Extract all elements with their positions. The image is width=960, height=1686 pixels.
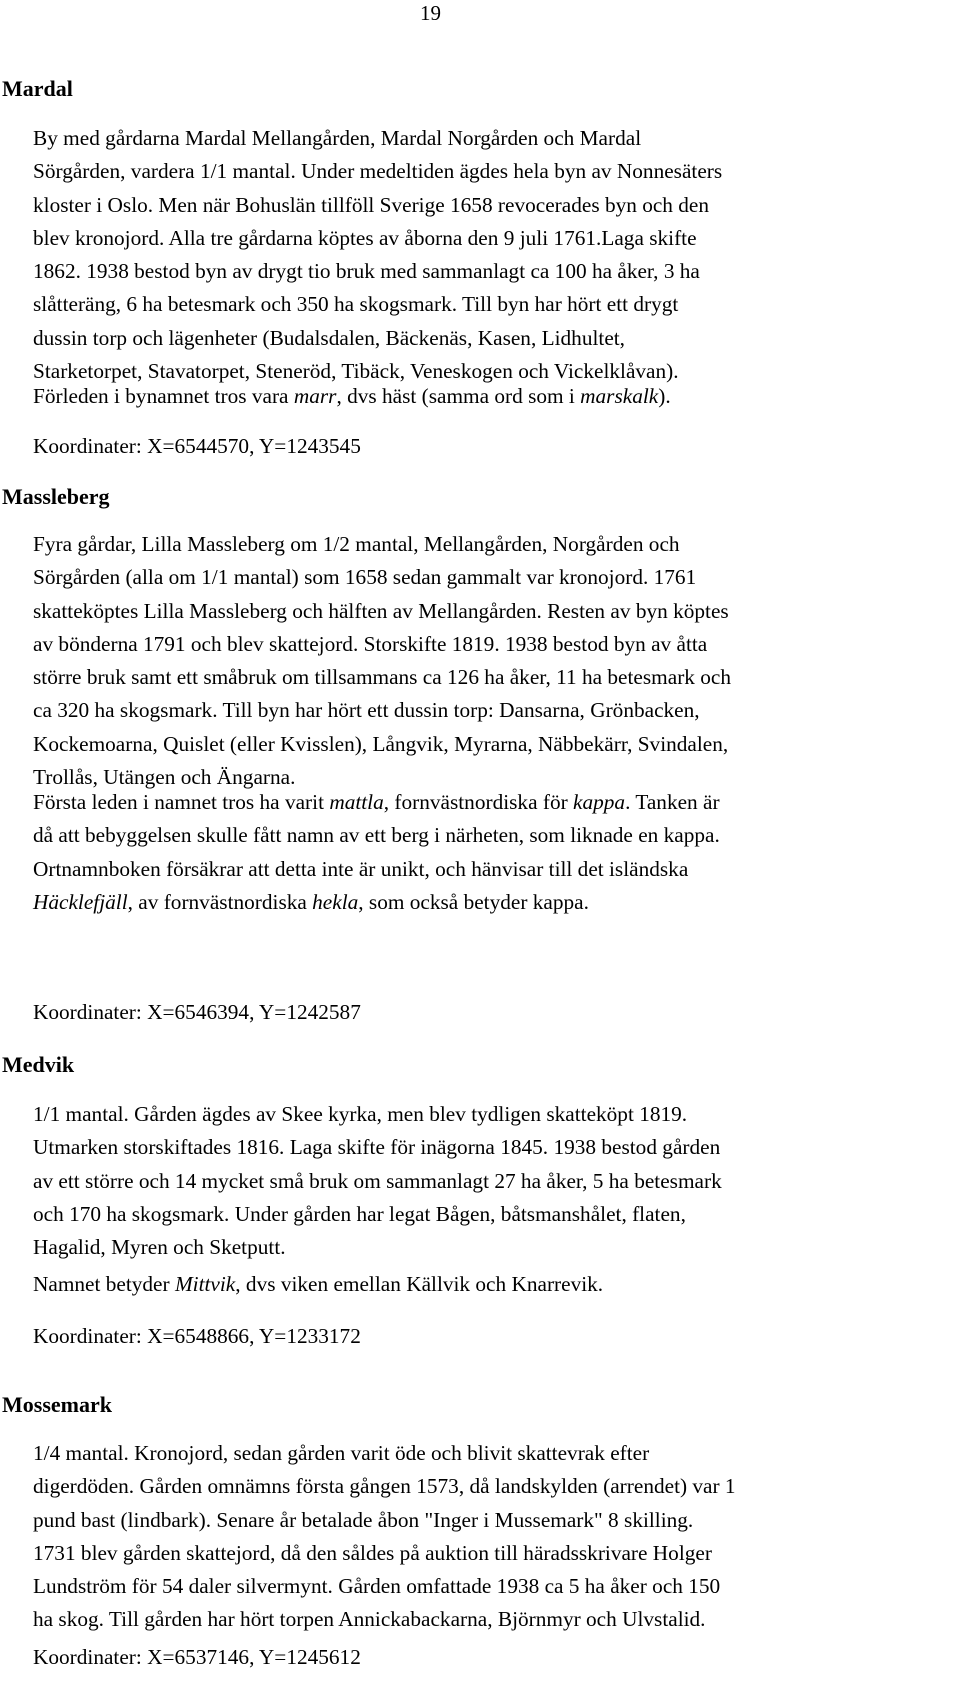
mardal-coordinates: Koordinater: X=6544570, Y=1243545 — [33, 434, 361, 458]
term-hekla: hekla — [312, 889, 359, 914]
text-line: ca 320 ha skogsmark. Till byn har hört ett dussin torp: Dansarna, Grönbacken, — [33, 698, 700, 723]
text-line: Fyra gårdar, Lilla Massleberg om 1/2 mantal, Mellangården, Norgården och — [33, 532, 680, 556]
mardal-description — [33, 122, 958, 388]
medvik-etymology — [33, 1268, 958, 1301]
text-line: blev kronojord. Alla tre gårdarna köptes av åborna den 9 juli 1761.Laga skifte — [33, 225, 697, 250]
text-line: Starketorpet, Stavatorpet, Steneröd, Tibäck, Veneskogen och Vickelklåvan). — [33, 359, 679, 384]
text-line: kloster i Oslo. Men när Bohuslän tillföll Sverige 1658 revocerades byn och den — [33, 192, 710, 217]
text-line: dussin torp och lägenheter (Budalsdalen, Bäckenäs, Kasen, Lidhultet, — [33, 325, 626, 350]
text-line: Sörgården (alla om 1/1 mantal) som 1658 sedan gammalt var kronojord. 1761 — [33, 565, 697, 590]
massleberg-description — [33, 528, 958, 794]
text-line: 1862. 1938 bestod byn av drygt tio bruk med sammanlagt ca 100 ha åker, 3 ha — [33, 259, 700, 284]
medvik-coordinates: Koordinater: X=6548866, Y=1233172 — [33, 1324, 361, 1348]
text-line: av bönderna 1791 och blev skattejord. Storskifte 1819. 1938 bestod byn av åtta — [33, 631, 708, 656]
text-run: , dvs häst (samma ord som i — [336, 384, 581, 408]
text-run: , som också betyder kappa. — [358, 889, 589, 914]
text-line: ha skog. Till gården har hört torpen Annickabackarna, Björnmyr och Ulvstalid. — [33, 1607, 706, 1632]
term-mittvik: Mittvik — [174, 1272, 236, 1296]
text-run: , fornvästnordiska för — [383, 790, 574, 814]
text-line: By med gårdarna Mardal Mellangården, Mardal Norgården och Mardal — [33, 126, 642, 150]
mardal-etymology — [33, 380, 958, 413]
term-hacklefjall: Häcklefjäll — [33, 889, 128, 914]
text-line — [33, 1268, 958, 1301]
text-line: Sörgården, vardera 1/1 mantal. Under medeltiden ägdes hela byn av Nonnesäters — [33, 159, 723, 184]
massleberg-coordinates: Koordinater: X=6546394, Y=1242587 — [33, 1000, 361, 1024]
medvik-description — [33, 1098, 958, 1264]
section-title-mardal: Mardal — [2, 76, 73, 101]
text-run: , dvs viken emellan Källvik och Knarrevik. — [235, 1272, 604, 1296]
text-line: Trollås, Utängen och Ängarna. — [33, 765, 296, 790]
text-line: Lundström för 54 daler silvermynt. Gården omfattade 1938 ca 5 ha åker och 150 — [33, 1574, 721, 1599]
text-run: Namnet betyder — [33, 1272, 175, 1296]
text-line: pund bast (lindbark). Senare år betalade åbon "Inger i Mussemark" 8 skilling. — [33, 1507, 694, 1532]
text-line: av ett större och 14 mycket små bruk om sammanlagt 27 ha åker, 5 ha betesmark — [33, 1168, 722, 1193]
text-line: skatteköptes Lilla Massleberg och hälften av Mellangården. Resten av byn köptes — [33, 598, 729, 623]
text-run: . Tanken är — [625, 790, 720, 814]
text-run: Förleden i bynamnet tros vara — [33, 384, 294, 408]
text-line: och 170 ha skogsmark. Under gården har legat Bågen, båtsmanshålet, flaten, — [33, 1201, 686, 1226]
term-kappa: kappa — [573, 790, 626, 814]
term-marr: marr — [293, 384, 337, 408]
text-line: digerdöden. Gården omnämns första gången 1573, då landskylden (arrendet) var 1 — [33, 1474, 736, 1499]
text-line — [33, 886, 958, 919]
text-line: större bruk samt ett småbruk om tillsammans ca 126 ha åker, 11 ha betesmark och — [33, 665, 732, 690]
text-line: 1/1 mantal. Gården ägdes av Skee kyrka, men blev tydligen skatteköpt 1819. — [33, 1102, 688, 1126]
mossemark-description — [33, 1437, 958, 1637]
text-run: , av fornvästnordiska — [127, 889, 313, 914]
term-marskalk: marskalk — [580, 384, 659, 408]
mossemark-coordinates: Koordinater: X=6537146, Y=1245612 — [33, 1645, 361, 1669]
text-line: 1/4 mantal. Kronojord, sedan gården varit öde och blivit skattevrak efter — [33, 1441, 650, 1465]
text-line: Utmarken storskiftades 1816. Laga skifte för inägorna 1845. 1938 bestod gården — [33, 1135, 721, 1160]
massleberg-etymology — [33, 786, 958, 919]
text-line: då att bebyggelsen skulle fått namn av ett berg i närheten, som liknade en kappa. — [33, 823, 720, 848]
section-title-medvik: Medvik — [2, 1052, 75, 1077]
page-number: 19 — [420, 1, 441, 25]
text-line: Ortnamnboken försäkrar att detta inte är unikt, och hänvisar till det isländska — [33, 856, 689, 881]
text-line: Kockemoarna, Quislet (eller Kvisslen), Långvik, Myrarna, Näbbekärr, Svindalen, — [33, 731, 729, 756]
text-line: Hagalid, Myren och Sketputt. — [33, 1235, 286, 1260]
text-line: 1731 blev gården skattejord, då den såldes på auktion till häradsskrivare Holger — [33, 1540, 712, 1565]
section-title-massleberg: Massleberg — [2, 484, 110, 509]
text-line: slåtteräng, 6 ha betesmark och 350 ha skogsmark. Till byn har hört ett drygt — [33, 292, 679, 317]
text-run: Första leden i namnet tros ha varit — [33, 790, 330, 814]
term-mattla: mattla — [329, 790, 384, 814]
text-run: ). — [658, 384, 671, 408]
section-title-mossemark: Mossemark — [2, 1392, 112, 1417]
text-line — [33, 380, 958, 413]
text-line — [33, 786, 958, 819]
